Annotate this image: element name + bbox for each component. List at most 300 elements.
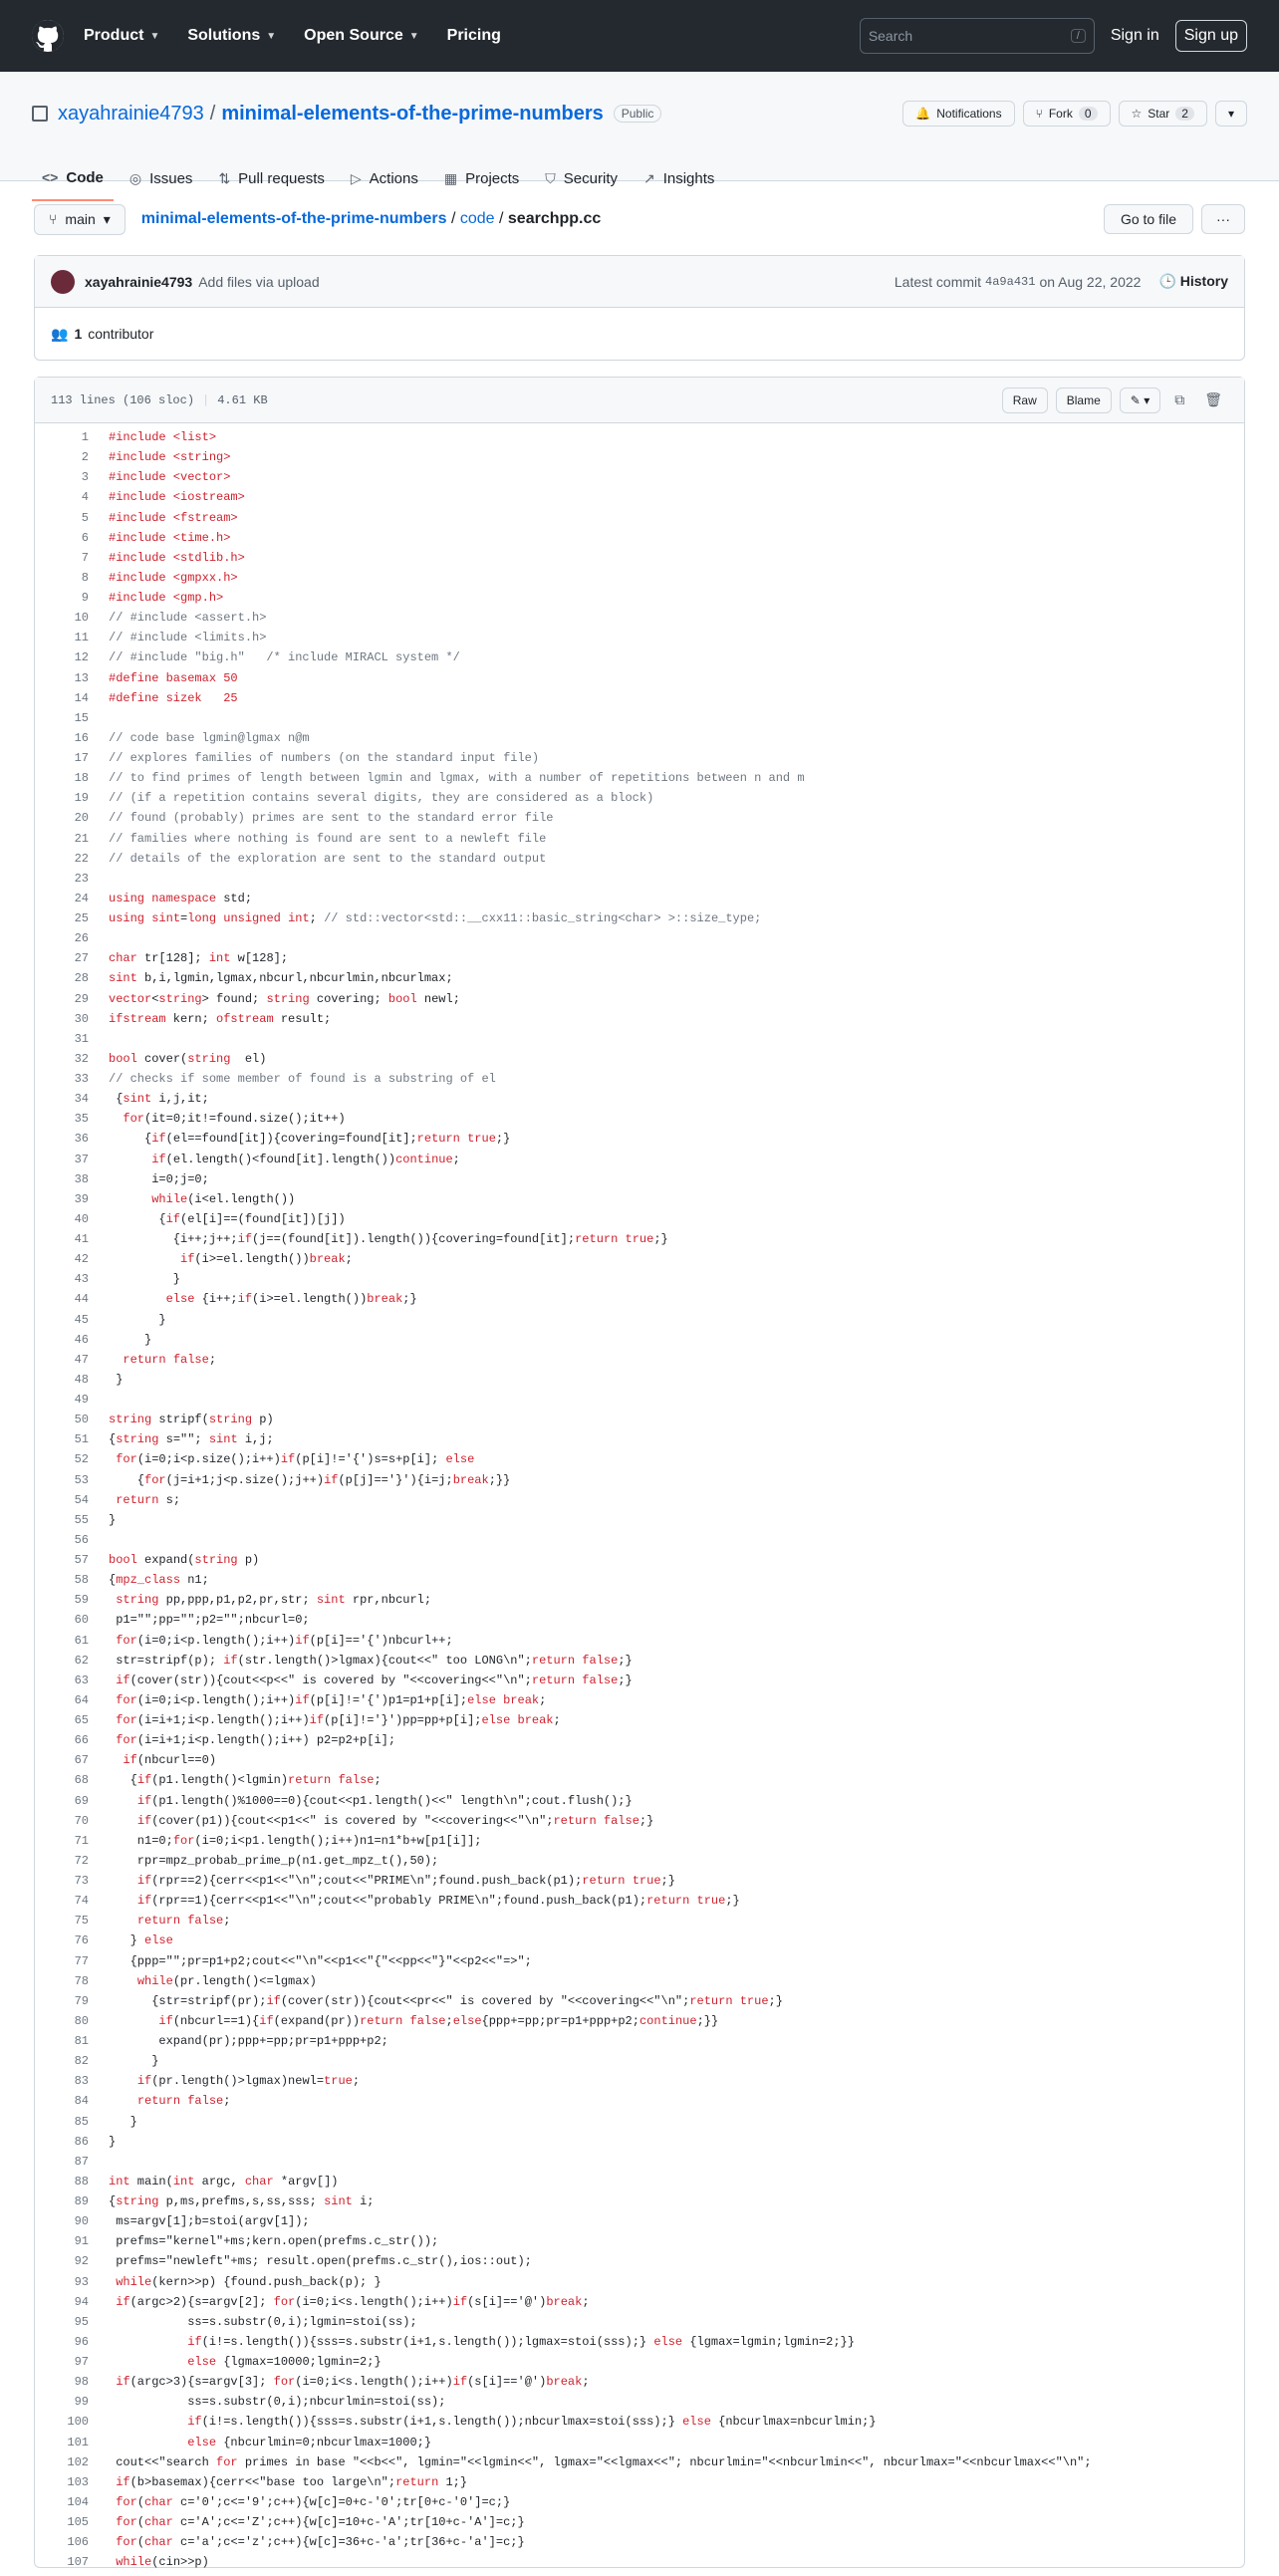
- code-line: [35, 467, 1244, 487]
- line-number[interactable]: 94: [74, 2294, 89, 2309]
- line-content: {i++;j++;if(j==(found[it]).length()){covering=found[it];return true;}: [109, 1232, 668, 1246]
- line-number[interactable]: 90: [74, 2214, 89, 2229]
- notifications-button[interactable]: [902, 101, 1014, 127]
- line-number[interactable]: 4: [81, 490, 89, 505]
- chevron-down-icon: ▾: [1227, 107, 1234, 121]
- line-number[interactable]: 1: [81, 430, 89, 444]
- code-line: [35, 2011, 1244, 2031]
- code-line: [35, 1590, 1244, 1610]
- line-number[interactable]: 34: [74, 1092, 89, 1107]
- divider: |: [202, 392, 210, 407]
- repo-owner-link[interactable]: xayahrainie4793: [58, 102, 204, 125]
- code-line: [35, 748, 1244, 768]
- line-number[interactable]: 66: [74, 1733, 89, 1748]
- code-line: [35, 1991, 1244, 2011]
- line-number[interactable]: 64: [74, 1692, 89, 1707]
- line-number[interactable]: 2: [81, 450, 89, 465]
- line-content: return false;: [136, 1914, 231, 1929]
- code-line: [35, 869, 1244, 889]
- star-count: 2: [1175, 107, 1194, 121]
- code-line: [35, 1550, 1244, 1570]
- signin-link[interactable]: Sign in: [1110, 27, 1159, 44]
- line-number[interactable]: 5: [81, 510, 89, 525]
- line-number[interactable]: 52: [74, 1452, 89, 1467]
- line-content: }: [109, 1272, 181, 1287]
- line-number[interactable]: 9: [81, 591, 89, 605]
- tab-security[interactable]: [535, 155, 628, 201]
- line-content: [109, 869, 116, 889]
- line-content: if(argc>2){s=argv[2]; for(i=0;i<s.length();i++)if(s[i]=='@')break;: [116, 2294, 590, 2309]
- line-number[interactable]: 61: [74, 1633, 89, 1648]
- bell-icon: 🔔: [915, 107, 931, 121]
- line-content: }: [109, 2114, 137, 2129]
- line-number[interactable]: 78: [74, 1973, 89, 1988]
- tab-projects[interactable]: [434, 155, 529, 201]
- nav-pricing[interactable]: [447, 27, 501, 45]
- avatar[interactable]: [51, 270, 75, 294]
- line-number[interactable]: 28: [74, 971, 89, 986]
- line-number[interactable]: 8: [81, 570, 89, 585]
- line-content: string stripf(string p): [109, 1413, 274, 1427]
- code-line: [35, 2112, 1244, 2132]
- chevron-down-icon: ▼: [149, 30, 160, 42]
- code-line: [35, 1009, 1244, 1029]
- file-breadcrumb-bar: [0, 203, 1279, 235]
- line-number[interactable]: 71: [74, 1833, 89, 1848]
- line-number[interactable]: 70: [74, 1813, 89, 1828]
- line-content: }: [109, 1372, 124, 1387]
- line-content: ifstream kern; ofstream result;: [109, 1011, 332, 1026]
- commit-message[interactable]: Add files via upload: [198, 273, 320, 290]
- code-line: [35, 1169, 1244, 1189]
- line-content: string pp,ppp,p1,p2,pr,str; sint rpr,nbcurl;: [116, 1593, 432, 1608]
- line-number[interactable]: 99: [74, 2395, 89, 2410]
- line-number[interactable]: 29: [74, 991, 89, 1006]
- chevron-down-icon: ▾: [103, 210, 111, 227]
- code-line: [35, 688, 1244, 708]
- line-number[interactable]: 25: [74, 911, 89, 925]
- line-content: while(i<el.length()): [151, 1191, 296, 1206]
- line-content: [109, 928, 116, 948]
- line-number[interactable]: 97: [74, 2355, 89, 2369]
- chevron-down-icon: ▼: [266, 30, 277, 42]
- line-number[interactable]: 30: [74, 1011, 89, 1026]
- trash-icon[interactable]: 🗑: [1204, 391, 1222, 407]
- line-number[interactable]: 73: [74, 1874, 89, 1888]
- line-number[interactable]: 92: [74, 2254, 89, 2269]
- code-line: [35, 928, 1244, 948]
- line-number[interactable]: 19: [74, 791, 89, 806]
- line-number[interactable]: 26: [74, 931, 89, 946]
- line-number[interactable]: 21: [74, 831, 89, 846]
- code-line: [35, 1690, 1244, 1710]
- line-number[interactable]: 82: [74, 2054, 89, 2069]
- code-line: [35, 1730, 1244, 1750]
- code-line: [35, 548, 1244, 568]
- line-number[interactable]: 58: [74, 1573, 89, 1588]
- line-number[interactable]: 17: [74, 751, 89, 765]
- line-number[interactable]: 15: [74, 710, 89, 725]
- nav-label: Pricing: [446, 27, 501, 44]
- line-number[interactable]: 40: [74, 1211, 89, 1226]
- code-line: [35, 2051, 1244, 2071]
- line-number[interactable]: 33: [74, 1072, 89, 1086]
- tab-label: Projects: [465, 169, 520, 187]
- line-number[interactable]: 105: [67, 2515, 89, 2529]
- line-number[interactable]: 32: [74, 1051, 89, 1066]
- breadcrumb-dir-link[interactable]: code: [459, 210, 495, 227]
- line-content: #define sizek 25: [109, 690, 238, 705]
- line-number[interactable]: 62: [74, 1653, 89, 1668]
- line-number[interactable]: 10: [74, 611, 89, 626]
- line-number[interactable]: 86: [74, 2134, 89, 2149]
- line-number[interactable]: 91: [74, 2234, 89, 2249]
- line-number[interactable]: 22: [74, 851, 89, 866]
- line-content: // #include <limits.h>: [109, 631, 267, 645]
- star-button[interactable]: [1119, 101, 1207, 127]
- line-number[interactable]: 45: [74, 1312, 89, 1327]
- raw-button[interactable]: Raw: [1002, 387, 1048, 413]
- line-content: {for(j=i+1;j<p.size();j++)if(p[j]=='}'){i=j;break;}}: [109, 1472, 511, 1487]
- tab-label: Actions: [369, 169, 418, 187]
- code-line: [35, 1791, 1244, 1811]
- line-number[interactable]: 89: [74, 2194, 89, 2208]
- line-number[interactable]: 36: [74, 1132, 89, 1147]
- line-content: [109, 2152, 116, 2172]
- line-content: int main(int argc, char *argv[]): [109, 2174, 339, 2189]
- code-line: [35, 1390, 1244, 1410]
- line-number[interactable]: 100: [67, 2415, 89, 2430]
- code-line: [35, 1150, 1244, 1169]
- code-block: [35, 423, 1244, 2576]
- line-number[interactable]: 46: [74, 1332, 89, 1347]
- line-content: }: [109, 1312, 166, 1327]
- copy-icon[interactable]: ⧉: [1174, 391, 1185, 407]
- code-line: [35, 1651, 1244, 1671]
- line-content: str=stripf(p); if(str.length()>lgmax){cout<<" too LONG\n";return false;}: [109, 1653, 633, 1668]
- line-number[interactable]: 85: [74, 2114, 89, 2129]
- code-line: [35, 2412, 1244, 2432]
- code-line: [35, 2172, 1244, 2191]
- code-line: [35, 2231, 1244, 2251]
- line-content: // explores families of numbers (on the standard input file): [109, 751, 540, 765]
- breadcrumb: minimal-elements-of-the-prime-numbers / code / searchpp.cc: [140, 210, 602, 227]
- line-content: #include <list>: [109, 430, 217, 444]
- commit-author-link[interactable]: xayahrainie4793: [85, 273, 193, 290]
- line-content: if(b>basemax){cerr<<"base too large\n";return 1;}: [116, 2474, 468, 2489]
- line-content: ms=argv[1];b=stoi(argv[1]);: [109, 2214, 310, 2229]
- line-number[interactable]: 41: [74, 1232, 89, 1246]
- line-content: for(char c='0';c<='9';c++){w[c]=0+c-'0';tr[0+c-'0']=c;}: [116, 2494, 511, 2509]
- line-number[interactable]: 38: [74, 1171, 89, 1186]
- visibility-badge: Public: [614, 105, 662, 123]
- tab-code[interactable]: [32, 155, 114, 201]
- line-content: #define basemax 50: [109, 670, 238, 685]
- file-header: [35, 378, 1244, 423]
- line-content: return s;: [116, 1492, 181, 1507]
- line-number[interactable]: 79: [74, 1993, 89, 2008]
- tab-label: Insights: [662, 169, 715, 187]
- blame-button[interactable]: Blame: [1056, 387, 1112, 413]
- line-number[interactable]: 88: [74, 2174, 89, 2189]
- line-number[interactable]: 37: [74, 1152, 89, 1166]
- line-content: // code base lgmin@lgmax n@m: [109, 730, 310, 745]
- line-number[interactable]: 83: [74, 2074, 89, 2089]
- code-line: [35, 1770, 1244, 1790]
- line-number[interactable]: 35: [74, 1112, 89, 1127]
- history-link[interactable]: [1158, 273, 1228, 290]
- line-number[interactable]: 67: [74, 1753, 89, 1768]
- code-line: [35, 2191, 1244, 2211]
- github-logo-icon[interactable]: [32, 20, 64, 52]
- tab-issues[interactable]: [120, 155, 203, 201]
- code-line: [35, 427, 1244, 447]
- line-content: for(char c='a';c<='z';c++){w[c]=36+c-'a';tr[36+c-'a']=c;}: [116, 2535, 525, 2550]
- line-content: while(pr.length()<=lgmax): [136, 1973, 317, 1988]
- search-input[interactable]: [860, 18, 1095, 54]
- nav-open-source[interactable]: [304, 27, 418, 45]
- code-line: [35, 1971, 1244, 1991]
- nav-label: Solutions: [187, 27, 261, 44]
- line-number[interactable]: 76: [74, 1933, 89, 1948]
- code-line: [35, 2392, 1244, 2412]
- line-number[interactable]: 81: [74, 2034, 89, 2048]
- line-number[interactable]: 72: [74, 1853, 89, 1868]
- line-content: {if(el==found[it]){covering=found[it];return true;}: [109, 1132, 511, 1147]
- code-line: [35, 2452, 1244, 2472]
- line-number[interactable]: 50: [74, 1413, 89, 1427]
- code-line: [35, 1631, 1244, 1651]
- code-line: [35, 1951, 1244, 1971]
- code-line: [35, 1570, 1244, 1590]
- search-placeholder: Search: [868, 28, 913, 44]
- code-line: [35, 788, 1244, 808]
- line-number[interactable]: 63: [74, 1673, 89, 1687]
- line-number[interactable]: 13: [74, 670, 89, 685]
- code-line: [35, 1931, 1244, 1950]
- code-line: [35, 989, 1244, 1009]
- line-number[interactable]: 24: [74, 891, 89, 905]
- line-content: if(nbcurl==0): [123, 1753, 217, 1768]
- line-number[interactable]: 6: [81, 530, 89, 545]
- code-line: [35, 2492, 1244, 2512]
- line-number[interactable]: 14: [74, 690, 89, 705]
- line-number[interactable]: 11: [74, 631, 89, 645]
- line-content: #include <string>: [109, 450, 231, 465]
- line-number[interactable]: 98: [74, 2375, 89, 2390]
- line-content: #include <iostream>: [109, 490, 245, 505]
- line-content: sint b,i,lgmin,lgmax,nbcurl,nbcurlmin,nbcurlmax;: [109, 971, 453, 986]
- line-content: if(el.length()<found[it].length())continue;: [151, 1152, 460, 1166]
- line-content: // #include "big.h" /* include MIRACL system */: [109, 650, 460, 665]
- line-number[interactable]: 16: [74, 730, 89, 745]
- contributor-label: contributor: [88, 326, 154, 342]
- line-content: if(rpr==2){cerr<<p1<<"\n";cout<<"PRIME\n";found.push_back(p1);return true;}: [136, 1874, 675, 1888]
- line-number[interactable]: 49: [74, 1393, 89, 1407]
- commit-sha-link[interactable]: 4a9a431: [985, 274, 1036, 289]
- issue-icon: ◎: [128, 169, 142, 186]
- line-content: while(cin>>p): [116, 2555, 209, 2570]
- line-content: if(pr.length()>lgmax)newl=true;: [136, 2074, 361, 2089]
- line-content: for(i=0;i<p.length();i++)if(p[i]!='{')p1=p1+p[i];else break;: [116, 1692, 547, 1707]
- go-to-file-button[interactable]: Go to file: [1104, 204, 1193, 234]
- line-number[interactable]: 7: [81, 550, 89, 565]
- line-number[interactable]: 48: [74, 1372, 89, 1387]
- line-content: [109, 1029, 116, 1049]
- line-number[interactable]: 65: [74, 1713, 89, 1727]
- line-number[interactable]: 106: [67, 2535, 89, 2550]
- code-line: [35, 1710, 1244, 1730]
- star-dropdown-button[interactable]: [1215, 101, 1247, 127]
- line-number[interactable]: 84: [74, 2094, 89, 2109]
- code-line: [35, 508, 1244, 528]
- code-line: [35, 728, 1244, 748]
- line-content: i=0;j=0;: [109, 1171, 209, 1186]
- line-number[interactable]: 44: [74, 1292, 89, 1307]
- line-content: {ppp="";pr=p1+p2;cout<<"\n"<<p1<<"{"<<pp<<"}"<<p2<<"=>";: [109, 1953, 532, 1968]
- line-number[interactable]: 51: [74, 1432, 89, 1447]
- line-number[interactable]: 56: [74, 1532, 89, 1547]
- line-number[interactable]: 55: [74, 1512, 89, 1527]
- line-number[interactable]: 57: [74, 1553, 89, 1567]
- tab-label: Pull requests: [238, 169, 325, 187]
- code-line: [35, 968, 1244, 988]
- code-line: [35, 1269, 1244, 1289]
- nav-product[interactable]: [84, 27, 159, 45]
- line-number[interactable]: 74: [74, 1894, 89, 1909]
- line-content: #include <gmpxx.h>: [109, 570, 238, 585]
- line-number[interactable]: 95: [74, 2314, 89, 2329]
- line-number[interactable]: 3: [81, 470, 89, 485]
- line-number[interactable]: 93: [74, 2274, 89, 2289]
- branch-selector[interactable]: [34, 204, 126, 235]
- line-content: if(argc>3){s=argv[3]; for(i=0;i<s.length();i++)if(s[i]=='@')break;: [116, 2375, 590, 2390]
- code-line: [35, 1911, 1244, 1931]
- file-size: 4.61 KB: [217, 392, 268, 407]
- more-options-button[interactable]: ···: [1201, 204, 1245, 234]
- line-number[interactable]: 77: [74, 1953, 89, 1968]
- line-number[interactable]: 23: [74, 871, 89, 886]
- line-content: else {nbcurlmin=0;nbcurlmax=1000;}: [187, 2435, 432, 2449]
- line-content: for(i=0;i<p.size();i++)if(p[i]!='{')s=s+p[i]; else: [116, 1452, 475, 1467]
- line-number[interactable]: 75: [74, 1914, 89, 1929]
- line-number[interactable]: 53: [74, 1472, 89, 1487]
- fork-label: Fork: [1048, 107, 1073, 121]
- line-content: ss=s.substr(0,i);nbcurlmin=stoi(ss);: [109, 2395, 446, 2410]
- code-line: [35, 1750, 1244, 1770]
- line-content: }: [109, 2054, 159, 2069]
- code-line: [35, 829, 1244, 849]
- line-number[interactable]: 96: [74, 2334, 89, 2349]
- code-line: [35, 1410, 1244, 1429]
- line-content: rpr=mpz_probab_prime_p(n1.get_mpz_t(),50);: [109, 1853, 439, 1868]
- code-line: [35, 668, 1244, 688]
- line-number[interactable]: 31: [74, 1031, 89, 1046]
- line-number[interactable]: 27: [74, 951, 89, 966]
- line-number[interactable]: 69: [74, 1793, 89, 1808]
- code-line: [35, 2372, 1244, 2392]
- line-number[interactable]: 104: [67, 2494, 89, 2509]
- line-content: if(i!=s.length()){sss=s.substr(i+1,s.length());lgmax=stoi(sss);} else {lgmax=lgmin;lgmin=2;}}: [187, 2334, 855, 2349]
- line-number[interactable]: 47: [74, 1352, 89, 1367]
- line-number[interactable]: 60: [74, 1613, 89, 1628]
- signup-button[interactable]: Sign up: [1175, 20, 1247, 52]
- line-content: if(cover(p1)){cout<<p1<<" is covered by "<<covering<<"\n";return false;}: [136, 1813, 654, 1828]
- code-line: [35, 1129, 1244, 1149]
- line-number[interactable]: 80: [74, 2013, 89, 2028]
- line-number[interactable]: 18: [74, 771, 89, 786]
- line-number[interactable]: 54: [74, 1492, 89, 1507]
- code-line: [35, 2352, 1244, 2372]
- code-line: [35, 808, 1244, 828]
- line-content: if(rpr==1){cerr<<p1<<"\n";cout<<"probably PRIME\n";found.push_back(p1);return true;}: [136, 1894, 740, 1909]
- line-content: #include <gmp.h>: [109, 591, 224, 605]
- line-content: if(p1.length()%1000==0){cout<<p1.length()<<" length\n";cout.flush();}: [136, 1793, 633, 1808]
- code-line: [35, 1049, 1244, 1069]
- line-number[interactable]: 87: [74, 2154, 89, 2169]
- fork-button[interactable]: [1023, 101, 1111, 127]
- line-content: // found (probably) primes are sent to the standard error file: [109, 811, 554, 826]
- tab-pull-requests[interactable]: [208, 155, 334, 201]
- code-line: [35, 1891, 1244, 1911]
- line-number[interactable]: 68: [74, 1773, 89, 1788]
- breadcrumb-repo-link[interactable]: minimal-elements-of-the-prime-numbers: [140, 210, 447, 227]
- nav-solutions[interactable]: [187, 27, 276, 45]
- notifications-label: Notifications: [936, 107, 1002, 121]
- code-line: [35, 1109, 1244, 1129]
- code-line: [35, 948, 1244, 968]
- line-number[interactable]: 102: [67, 2454, 89, 2469]
- star-label: Star: [1148, 107, 1170, 121]
- people-icon: 👥: [51, 325, 69, 342]
- search-shortcut-key: /: [1071, 29, 1086, 43]
- code-line: [35, 1811, 1244, 1831]
- code-line: [35, 2211, 1244, 2231]
- line-content: #include <stdlib.h>: [109, 550, 245, 565]
- code-line: [35, 487, 1244, 507]
- commit-box: [34, 255, 1245, 361]
- code-line: [35, 2433, 1244, 2452]
- line-number[interactable]: 107: [67, 2555, 89, 2570]
- code-line: [35, 1831, 1244, 1851]
- tab-actions[interactable]: [341, 155, 428, 201]
- line-number[interactable]: 20: [74, 811, 89, 826]
- chevron-down-icon: ▼: [408, 30, 419, 42]
- line-number[interactable]: 42: [74, 1252, 89, 1267]
- contributors-row[interactable]: [35, 308, 1244, 360]
- repo-name-link[interactable]: minimal-elements-of-the-prime-numbers: [221, 102, 604, 125]
- code-line: [35, 2532, 1244, 2552]
- line-number[interactable]: 59: [74, 1593, 89, 1608]
- line-content: p1="";pp="";p2="";nbcurl=0;: [109, 1613, 310, 1628]
- line-content: #include <vector>: [109, 470, 231, 485]
- line-content: bool expand(string p): [109, 1553, 260, 1567]
- line-number[interactable]: 101: [67, 2435, 89, 2449]
- line-content: #include <fstream>: [109, 510, 238, 525]
- tab-insights[interactable]: [634, 155, 724, 201]
- edit-button[interactable]: [1120, 387, 1160, 413]
- line-content: return false;: [136, 2094, 231, 2109]
- chevron-down-icon: ▾: [1144, 392, 1151, 407]
- code-line: [35, 628, 1244, 647]
- line-content: vector<string> found; string covering; bool newl;: [109, 991, 460, 1006]
- line-number[interactable]: 43: [74, 1272, 89, 1287]
- line-number[interactable]: 39: [74, 1191, 89, 1206]
- line-content: {string s=""; sint i,j;: [109, 1432, 274, 1447]
- line-number[interactable]: 103: [67, 2474, 89, 2489]
- line-content: return false;: [123, 1352, 217, 1367]
- line-number[interactable]: 12: [74, 650, 89, 665]
